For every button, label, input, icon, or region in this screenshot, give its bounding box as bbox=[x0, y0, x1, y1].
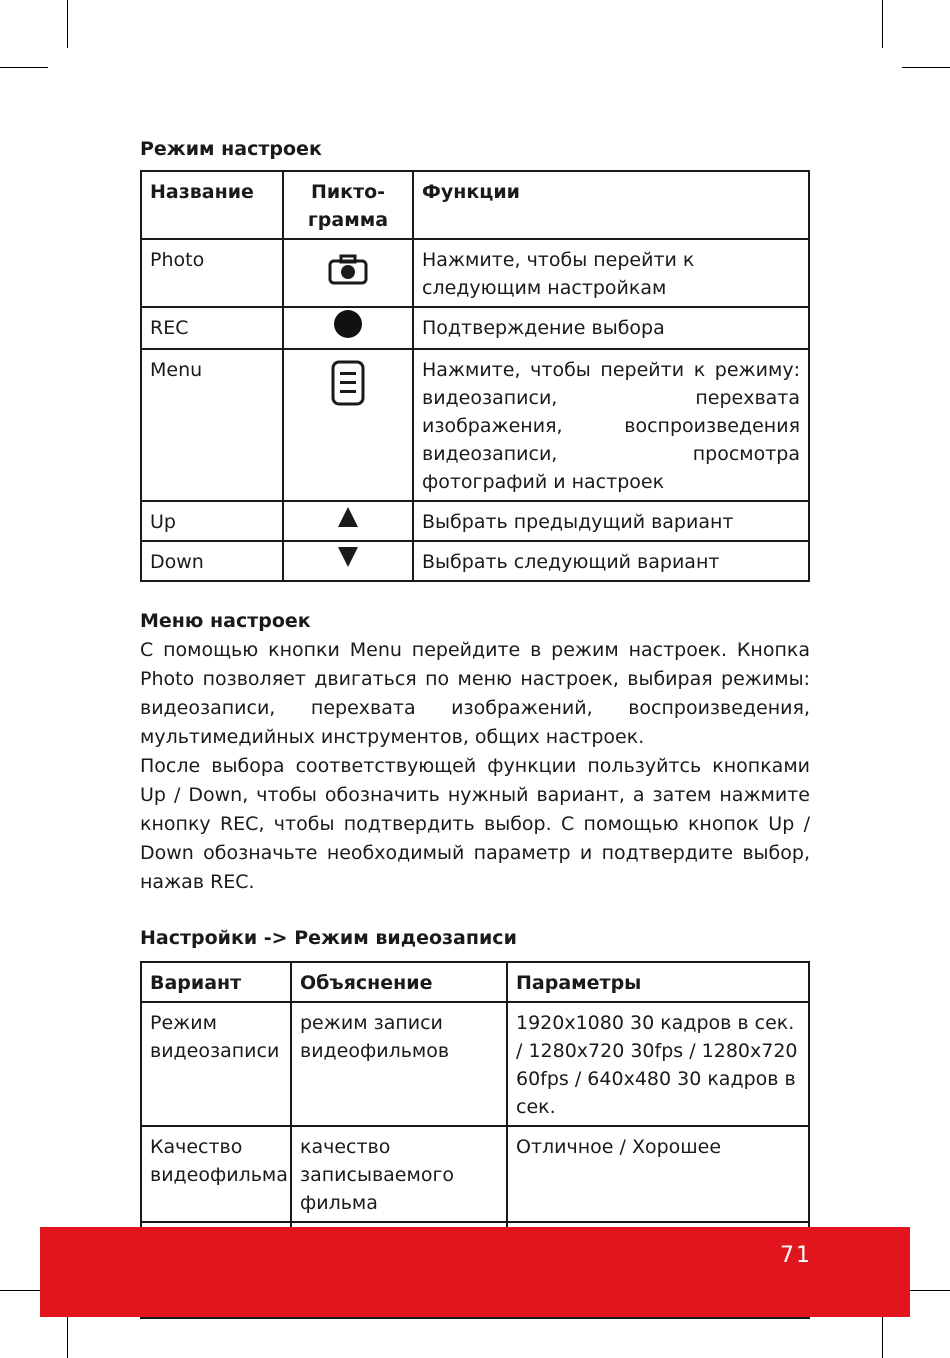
paragraph: После выбора соответствующей функции пользуйтсь кнопками Up / Down, чтобы обозначить нужный вариант, а затем нажмите кнопку REC, чтобы подтвердить выбор. С помощью кнопок Up / Down обозначьте необходимый параметр и подтвердите выбор, нажав REC. bbox=[140, 755, 810, 893]
menu-icon bbox=[331, 360, 365, 406]
row-name: Up bbox=[141, 501, 283, 541]
header-explanation: Объяснение bbox=[291, 962, 507, 1002]
row-explanation: качество записываемого фильма bbox=[291, 1126, 507, 1222]
header-pictogram: Пикто-грамма bbox=[283, 171, 413, 239]
row-name: Menu bbox=[141, 349, 283, 501]
crop-mark bbox=[882, 0, 883, 48]
page-content bbox=[140, 134, 810, 1319]
table-row bbox=[141, 501, 809, 541]
row-function: Нажмите, чтобы перейти к следующим настройкам bbox=[413, 239, 809, 307]
header-functions: Функции bbox=[413, 171, 809, 239]
table-row bbox=[141, 541, 809, 581]
section-title-settings-mode: Режим настроек bbox=[140, 138, 322, 160]
row-function: Нажмите, чтобы перейти к режиму: видеозаписи, перехвата изображения, воспроизведения видеозаписи, просмотра фотографий и настроек bbox=[413, 349, 809, 501]
header-name: Название bbox=[141, 171, 283, 239]
pictogram-cell bbox=[283, 307, 413, 349]
pictogram-cell bbox=[283, 239, 413, 307]
crop-mark bbox=[882, 1310, 883, 1358]
paragraph: С помощью кнопки Menu перейдите в режим настроек. Кнопка Photo позволяет двигаться по меню настроек, выбирая режимы: видеозаписи, перехвата изображений, воспроизведения, мультимедийных инструментов, общих настроек. bbox=[140, 639, 810, 748]
section-title-video-mode: Настройки -> Режим видеозаписи bbox=[140, 927, 517, 949]
row-name: Photo bbox=[141, 239, 283, 307]
pictogram-cell bbox=[283, 541, 413, 581]
footer-bar bbox=[40, 1227, 910, 1317]
table-row bbox=[141, 239, 809, 307]
crop-mark bbox=[902, 67, 950, 68]
crop-mark bbox=[67, 0, 68, 48]
camera-icon bbox=[328, 253, 368, 285]
row-function: Выбрать следующий вариант bbox=[413, 541, 809, 581]
crop-mark bbox=[0, 67, 48, 68]
row-parameters: 1920x1080 30 кадров в сек. / 1280x720 30fps / 1280x720 60fps / 640x480 30 кадров в сек. bbox=[507, 1002, 809, 1126]
crop-mark bbox=[67, 1310, 68, 1358]
pictogram-cell bbox=[283, 501, 413, 541]
row-variant: Качество видеофильма bbox=[141, 1126, 291, 1222]
table-row bbox=[141, 1002, 809, 1126]
triangle-up-icon bbox=[337, 506, 359, 528]
table-row bbox=[141, 307, 809, 349]
pictogram-cell bbox=[283, 349, 413, 501]
section-title-settings-menu: Меню настроек bbox=[140, 610, 311, 632]
table-header-row bbox=[141, 962, 809, 1002]
row-function: Подтверждение выбора bbox=[413, 307, 809, 349]
table-row bbox=[141, 1126, 809, 1222]
settings-mode-table bbox=[140, 170, 810, 582]
header-parameters: Параметры bbox=[507, 962, 809, 1002]
row-function: Выбрать предыдущий вариант bbox=[413, 501, 809, 541]
row-variant: Режим видеозаписи bbox=[141, 1002, 291, 1126]
page-number: 71 bbox=[780, 1243, 812, 1268]
record-dot-icon bbox=[332, 308, 364, 340]
row-name: REC bbox=[141, 307, 283, 349]
table-row bbox=[141, 349, 809, 501]
header-variant: Вариант bbox=[141, 962, 291, 1002]
row-parameters: Отличное / Хорошее bbox=[507, 1126, 809, 1222]
triangle-down-icon bbox=[337, 546, 359, 568]
row-explanation: режим записи видеофильмов bbox=[291, 1002, 507, 1126]
row-name: Down bbox=[141, 541, 283, 581]
table-header-row bbox=[141, 171, 809, 239]
